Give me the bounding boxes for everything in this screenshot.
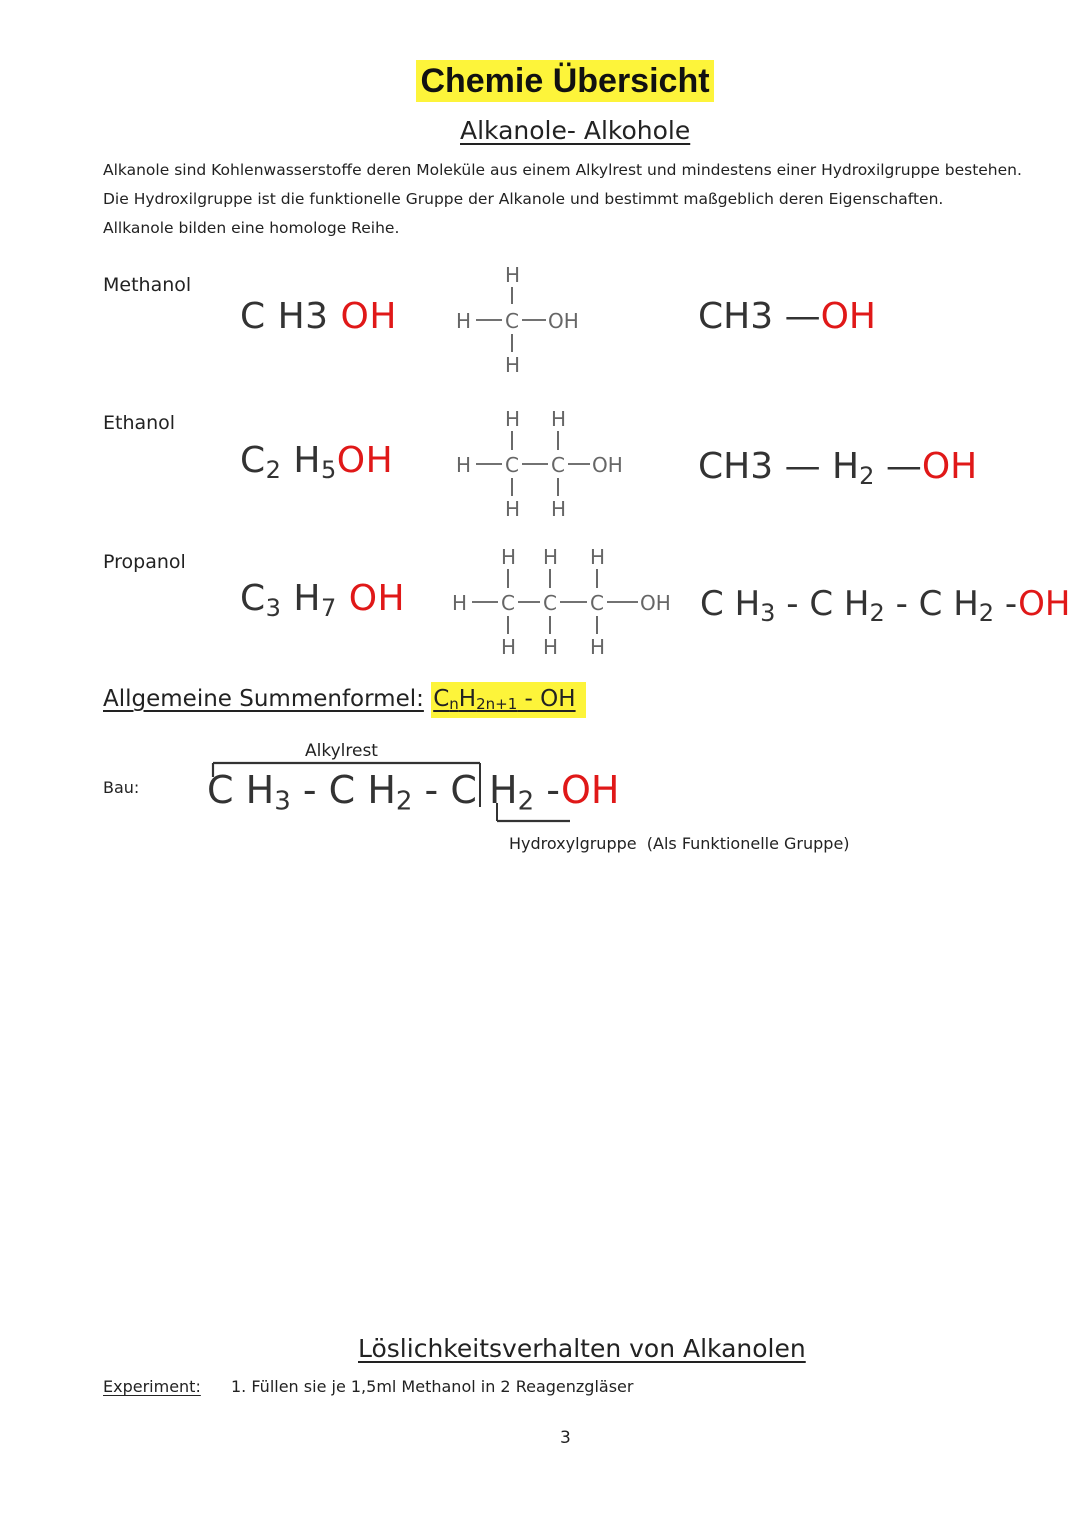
methanol-h-bottom: H [505, 353, 521, 377]
ethanol-c-2: C [551, 453, 565, 477]
structural-formula-ethanol [450, 402, 650, 527]
methanol-c: C [505, 309, 519, 333]
intro-paragraph [103, 156, 1043, 243]
methanol-h-left: H [456, 309, 472, 333]
ethanol-h-left: H [456, 453, 472, 477]
propanol-h-bottom-2: H [543, 635, 559, 659]
ethanol-h-bottom-1: H [505, 497, 521, 521]
ethanol-h-top-1: H [505, 407, 521, 431]
bau-label: Bau: [103, 778, 140, 797]
general-formula-label: Allgemeine Summenformel: [103, 686, 424, 712]
compound-name-ethanol: Ethanol [103, 412, 176, 434]
condensed-formula-ethanol: CH3 — $H_2$ —OH [698, 446, 978, 490]
propanol-c-2: C [543, 591, 557, 615]
intro-line-2: Die Hydroxilgruppe ist die funktionelle Gruppe der Alkanole und bestimmt maßgeblich deren Eigenschaften. [103, 190, 944, 208]
ethanol-c-1: C [505, 453, 519, 477]
section-title-loeslichkeit: Löslichkeitsverhalten von Alkanolen [358, 1334, 806, 1363]
ethanol-h-bottom-2: H [551, 497, 567, 521]
hydroxylgruppe-label: Hydroxylgruppe (Als Funktionelle Gruppe) [509, 834, 850, 853]
intro-line-3: Allkanole bilden eine homologe Reihe. [103, 219, 400, 237]
compound-name-propanol: Propanol [103, 551, 186, 573]
molecular-formula-ethanol: $C_2$ $H_5OH$ [240, 440, 394, 484]
ethanol-oh: OH [592, 453, 623, 477]
experiment-step-1: 1. Füllen sie je 1,5ml Methanol in 2 Reagenzgläser [231, 1377, 634, 1396]
methanol-oh: OH [548, 309, 579, 333]
general-formula-value: $C_nH_{2n+1}$ - OH [431, 682, 585, 718]
propanol-h-left: H [452, 591, 468, 615]
structural-formula-methanol [450, 258, 600, 383]
methanol-h-top: H [505, 263, 521, 287]
propanol-c-3: C [590, 591, 604, 615]
page-number: 3 [560, 1428, 571, 1448]
bau-formula: C $H_3$ - C $H_2$ - C $H_2$ -OH [207, 768, 620, 817]
page-title [0, 62, 1080, 101]
molecular-formula-methanol: C H3 OH [240, 296, 397, 337]
propanol-oh: OH [640, 591, 671, 615]
alkylrest-label: Alkylrest [305, 741, 378, 761]
propanol-h-top-2: H [543, 545, 559, 569]
propanol-h-top-1: H [501, 545, 517, 569]
condensed-formula-methanol: CH3 —OH [698, 296, 876, 337]
compound-name-methanol: Methanol [103, 274, 192, 296]
molecular-formula-propanol: $C_3$ $H_7$ OH [240, 578, 406, 622]
page-subtitle: Alkanole- Alkohole [460, 116, 691, 145]
propanol-h-bottom-1: H [501, 635, 517, 659]
page-title-text: Chemie Übersicht [416, 60, 713, 102]
general-formula [103, 686, 586, 713]
intro-line-1: Alkanole sind Kohlenwasserstoffe deren Moleküle aus einem Alkylrest und mindestens einer Hydroxilgruppe bestehen. [103, 161, 1022, 179]
experiment-label: Experiment: [103, 1377, 201, 1396]
ethanol-h-top-2: H [551, 407, 567, 431]
propanol-c-1: C [501, 591, 515, 615]
propanol-h-bottom-3: H [590, 635, 606, 659]
condensed-formula-propanol: C $H_3$ - C $H_2$ - C $H_2$ -OH [700, 584, 1071, 627]
propanol-h-top-3: H [590, 545, 606, 569]
structural-formula-propanol [446, 540, 686, 665]
